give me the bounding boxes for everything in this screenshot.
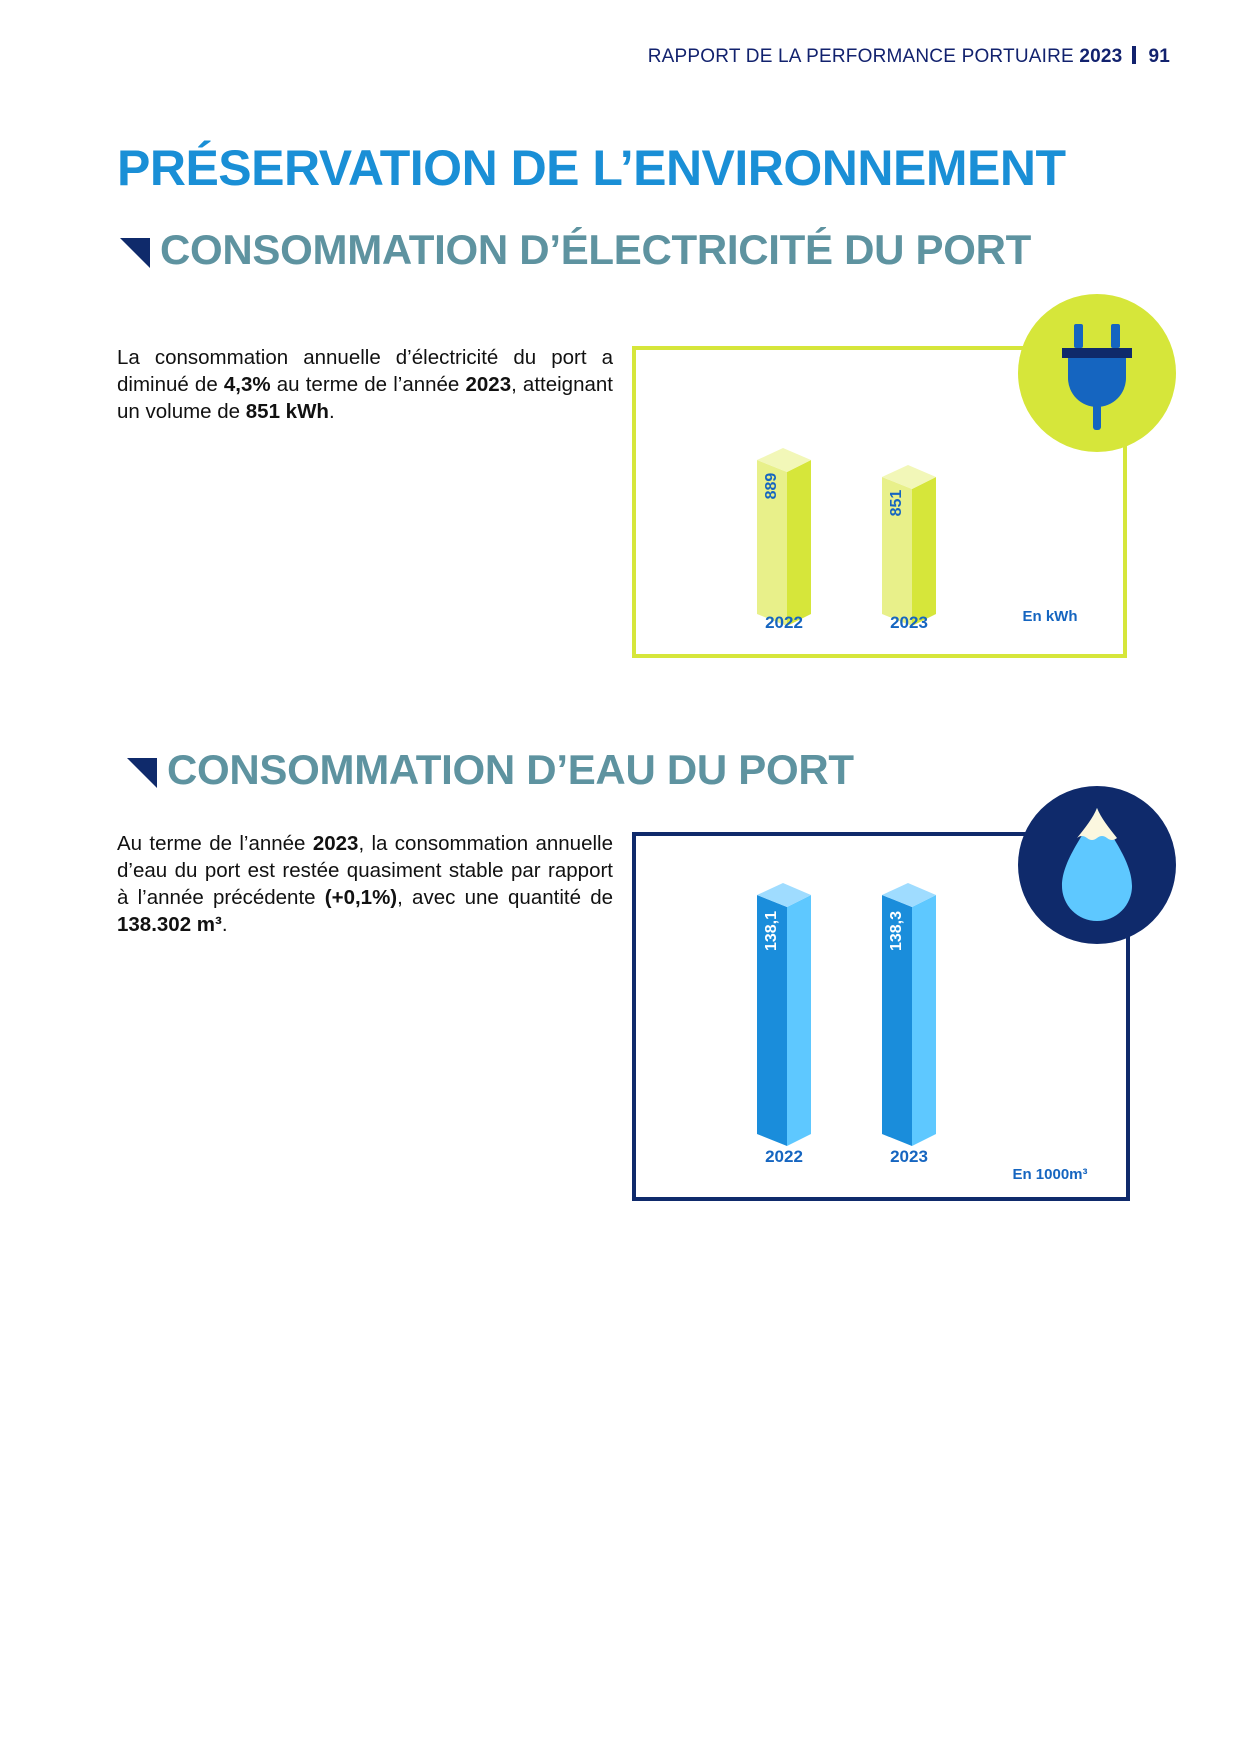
running-header	[648, 46, 1170, 68]
bold-text-run: 4,3%	[223, 373, 271, 396]
bar-value-label: 851	[888, 489, 905, 517]
header-separator	[1132, 46, 1136, 64]
text-run: .	[221, 913, 228, 936]
category-label: 2023	[890, 1147, 928, 1166]
unit-label: En 1000m³	[1012, 1166, 1088, 1183]
bar-value-label: 138,3	[888, 910, 905, 952]
plug-icon	[1018, 294, 1176, 452]
bold-text-run: 138.302 m³	[117, 913, 222, 936]
text-run: au terme de l’année	[270, 373, 466, 396]
bold-text-run: 2023	[312, 832, 359, 855]
category-label: 2022	[765, 1147, 803, 1166]
report-title: RAPPORT DE LA PERFORMANCE PORTUAIRE	[647, 46, 1074, 67]
page-number: 91	[1148, 46, 1170, 67]
water-paragraph	[117, 830, 613, 938]
triangle-bullet-icon	[120, 238, 150, 268]
section-title-electricity	[120, 226, 1031, 274]
page-title: PRÉSERVATION DE L’ENVIRONNEMENT	[117, 140, 1066, 196]
text-run: .	[328, 400, 335, 423]
report-year: 2023	[1079, 46, 1123, 67]
water-drop-icon	[1018, 786, 1176, 944]
bar-value-label: 889	[763, 472, 780, 500]
bar-side-face	[787, 460, 811, 626]
category-label: 2023	[890, 613, 928, 632]
electricity-paragraph	[117, 344, 613, 425]
text-run: Au terme de l’année	[117, 832, 313, 855]
bar-side-face	[912, 895, 936, 1146]
section-title-text: CONSOMMATION D’ÉLECTRICITÉ DU PORT	[160, 226, 1032, 273]
bold-text-run: 2023	[465, 373, 512, 396]
bar-side-face	[787, 895, 811, 1146]
bold-text-run: 851 kWh	[245, 400, 329, 423]
text-run: La consommation annuelle d’électricité du port a diminué de	[117, 346, 613, 396]
bar-value-label: 138,1	[763, 910, 780, 952]
section-title-text: CONSOMMATION D’EAU DU PORT	[167, 746, 854, 793]
bar-2023	[882, 465, 936, 626]
text-run: , avec une quantité de	[397, 886, 613, 909]
bold-text-run: (+0,1%)	[324, 886, 398, 909]
category-label: 2022	[765, 613, 803, 632]
triangle-bullet-icon	[127, 758, 157, 788]
bar-side-face	[912, 477, 936, 626]
text-run: , la consommation annuelle d’eau du port est restée quasiment stable par rapport à l’année précédente	[117, 832, 613, 909]
unit-label: En kWh	[1022, 608, 1078, 625]
section-title-water	[127, 746, 854, 794]
text-run: , atteignant un volume de	[117, 373, 613, 423]
